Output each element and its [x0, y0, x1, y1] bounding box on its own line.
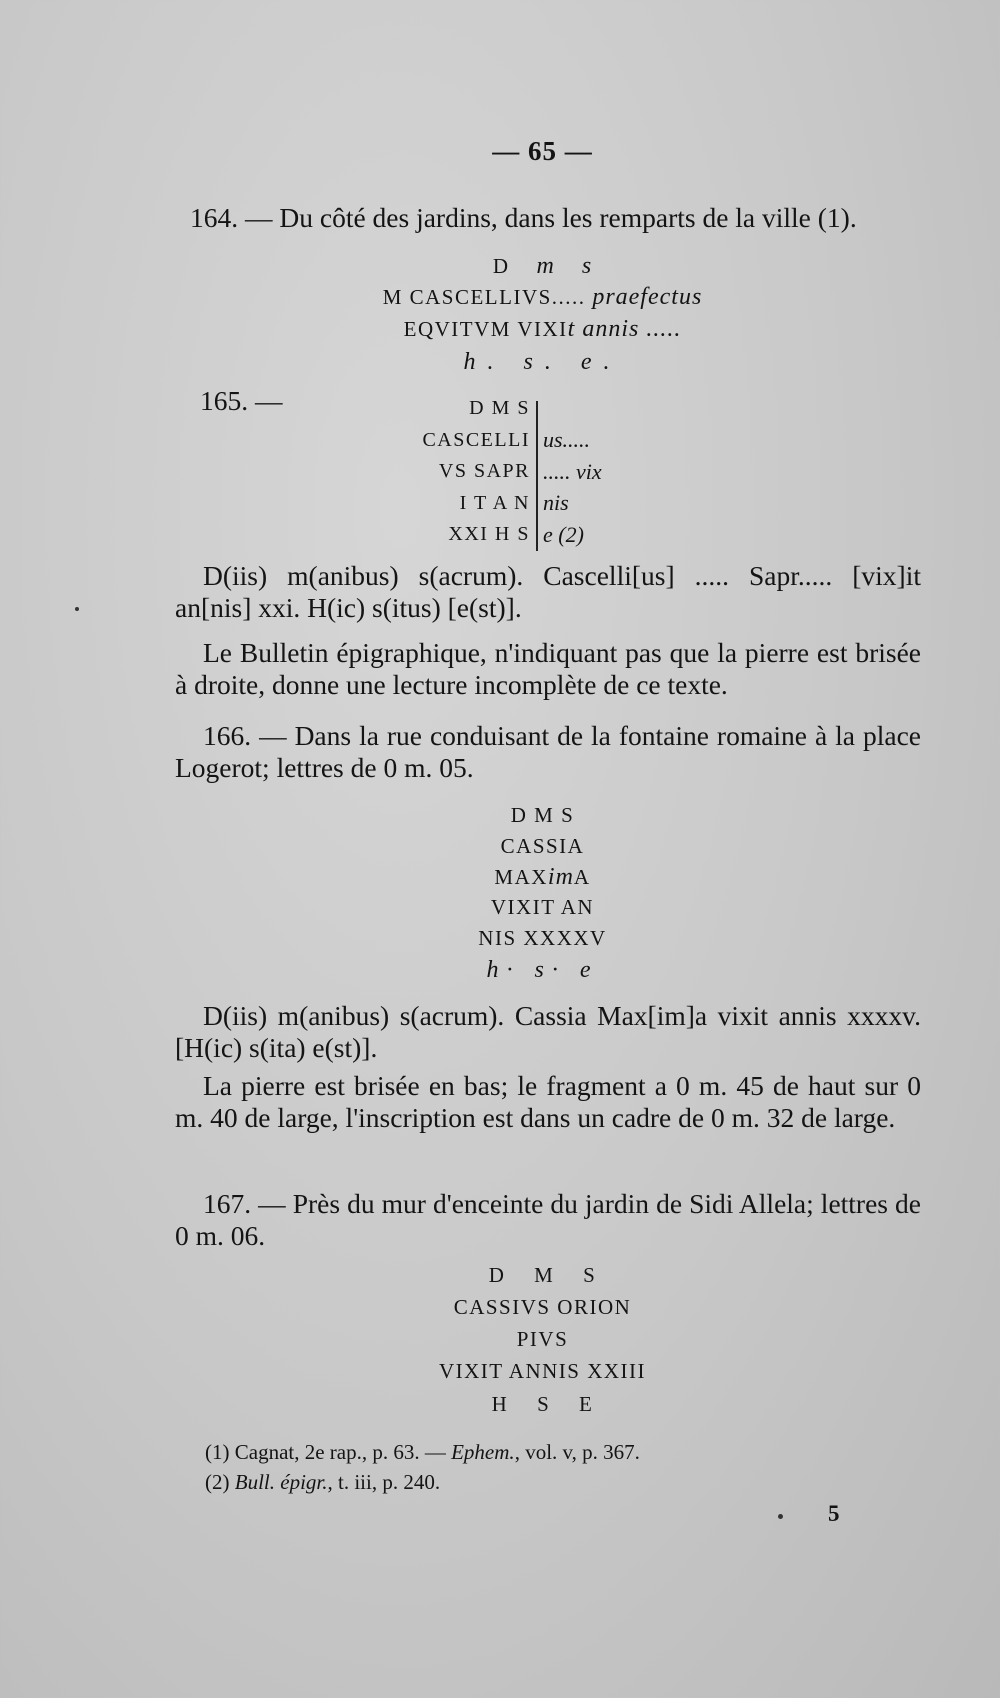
entry-166-line-3-a: MAX [494, 865, 548, 889]
entry-164-heading: 164. — Du côté des jardins, dans les remparts de la ville (1). [190, 202, 857, 233]
margin-dot-mark [75, 607, 79, 611]
entry-167-line-1-text: D M S [488, 1263, 597, 1287]
entry-165-right-line-3: nis [543, 490, 569, 515]
entry-167-line-4: VIXIT ANNIS XXIII [438, 1359, 647, 1383]
entry-167-line-3: PIVS [516, 1327, 569, 1351]
entry-165-reading: D(iis) m(anibus) s(acrum). Cascelli[us] ..... Sapr..... [vix]it an[nis] xxi. H(ic) s(itus) [e(st)]. [175, 560, 921, 623]
entry-167-line-1 [0, 1263, 1000, 1288]
entry-165-left-column [380, 393, 538, 551]
entry-165-left-line-2: CASCELLI [422, 428, 530, 451]
footnote-1-italic: Ephem. [451, 1440, 515, 1464]
entry-164-line-2-italic: praefectus [592, 284, 703, 310]
entry-166-line-3-b: im [547, 864, 574, 890]
entry-167-line-5-text: H S E [491, 1392, 594, 1416]
footnote-2-text-a: (2) [205, 1470, 235, 1494]
entry-165-break-line [536, 401, 538, 551]
entry-166-line-1: D M S [510, 803, 575, 827]
entry-166-line-2: CASSIA [500, 834, 585, 858]
entry-165-right-line-2: ..... vix [543, 458, 602, 484]
entry-164-line-3-text: EQVITVM VIXI [403, 317, 568, 341]
entry-165-left-line-5: XXI H S [448, 523, 530, 545]
entry-164-line-2-text: M CASCELLIVS..... [382, 285, 586, 309]
entry-165-note: Le Bulletin épigraphique, n'indiquant pas que la pierre est brisée à droite, donne une lecture incomplète de ce texte. [175, 637, 921, 700]
entry-166-line-3 [0, 864, 1000, 891]
page-number: — 65 — [492, 136, 593, 166]
entry-166-reading: D(iis) m(anibus) s(acrum). Cassia Max[im]a vixit annis xxxxv. [H(ic) s(ita) e(st)]. [175, 1000, 921, 1063]
entry-166-heading: 166. — Dans la rue conduisant de la fontaine romaine à la place Logerot; lettres de 0 m. 05. [175, 720, 921, 783]
entry-167-line-2: CASSIVS ORION [453, 1295, 632, 1319]
stray-dot-mark [778, 1514, 783, 1519]
footnote-2 [205, 1467, 440, 1497]
entry-164-line-1-m: m [536, 253, 555, 279]
entry-164-line-4 [0, 349, 1000, 376]
entry-164-line-4-text: h. s. e. [463, 349, 622, 375]
entry-165-right-line-4: e (2) [543, 521, 584, 547]
entry-164-line-1 [0, 253, 1000, 280]
entry-167-heading: 167. — Près du mur d'enceinte du jardin de Sidi Allela; lettres de 0 m. 06. [175, 1188, 921, 1251]
entry-165-label: 165. — [200, 385, 283, 416]
entry-166-line-6 [0, 957, 1000, 984]
entry-166-note: La pierre est brisée en bas; le fragment a 0 m. 45 de haut sur 0 m. 40 de large, l'inscription est dans un cadre de 0 m. 32 de large. [175, 1070, 921, 1133]
entry-164-line-1-s: s [581, 253, 593, 279]
footnote-1 [205, 1437, 640, 1467]
entry-165-left-line-1: D M S [469, 397, 530, 419]
entry-166-line-4: VIXIT AN [490, 895, 595, 919]
entry-165-right-column [543, 424, 723, 550]
entry-166-line-3-c: A [573, 865, 591, 889]
signature-mark: 5 [828, 1501, 840, 1526]
entry-165-left-line-4: I T A N [459, 491, 530, 514]
entry-166-line-6-text: h· s· e [486, 957, 599, 983]
entry-164-line-1-d: D [492, 254, 510, 278]
entry-165-right-line-1: us..... [543, 427, 591, 452]
entry-164-line-3 [0, 316, 1000, 343]
entry-164-line-2 [0, 284, 1000, 311]
entry-165-left-line-3: VS SAPR [438, 460, 530, 482]
footnote-2-text-c: , t. iii, p. 240. [327, 1470, 441, 1494]
entry-167-line-5 [0, 1392, 1000, 1417]
entry-166-line-5: NIS XXXXV [478, 926, 607, 950]
footnote-1-text-a: (1) Cagnat, 2e rap., p. 63. — [205, 1440, 452, 1464]
footnote-2-italic: Bull. épigr. [234, 1470, 328, 1494]
entry-164-line-3-italic: t annis ..... [567, 316, 682, 342]
footnote-1-text-c: , vol. v, p. 367. [514, 1440, 640, 1464]
